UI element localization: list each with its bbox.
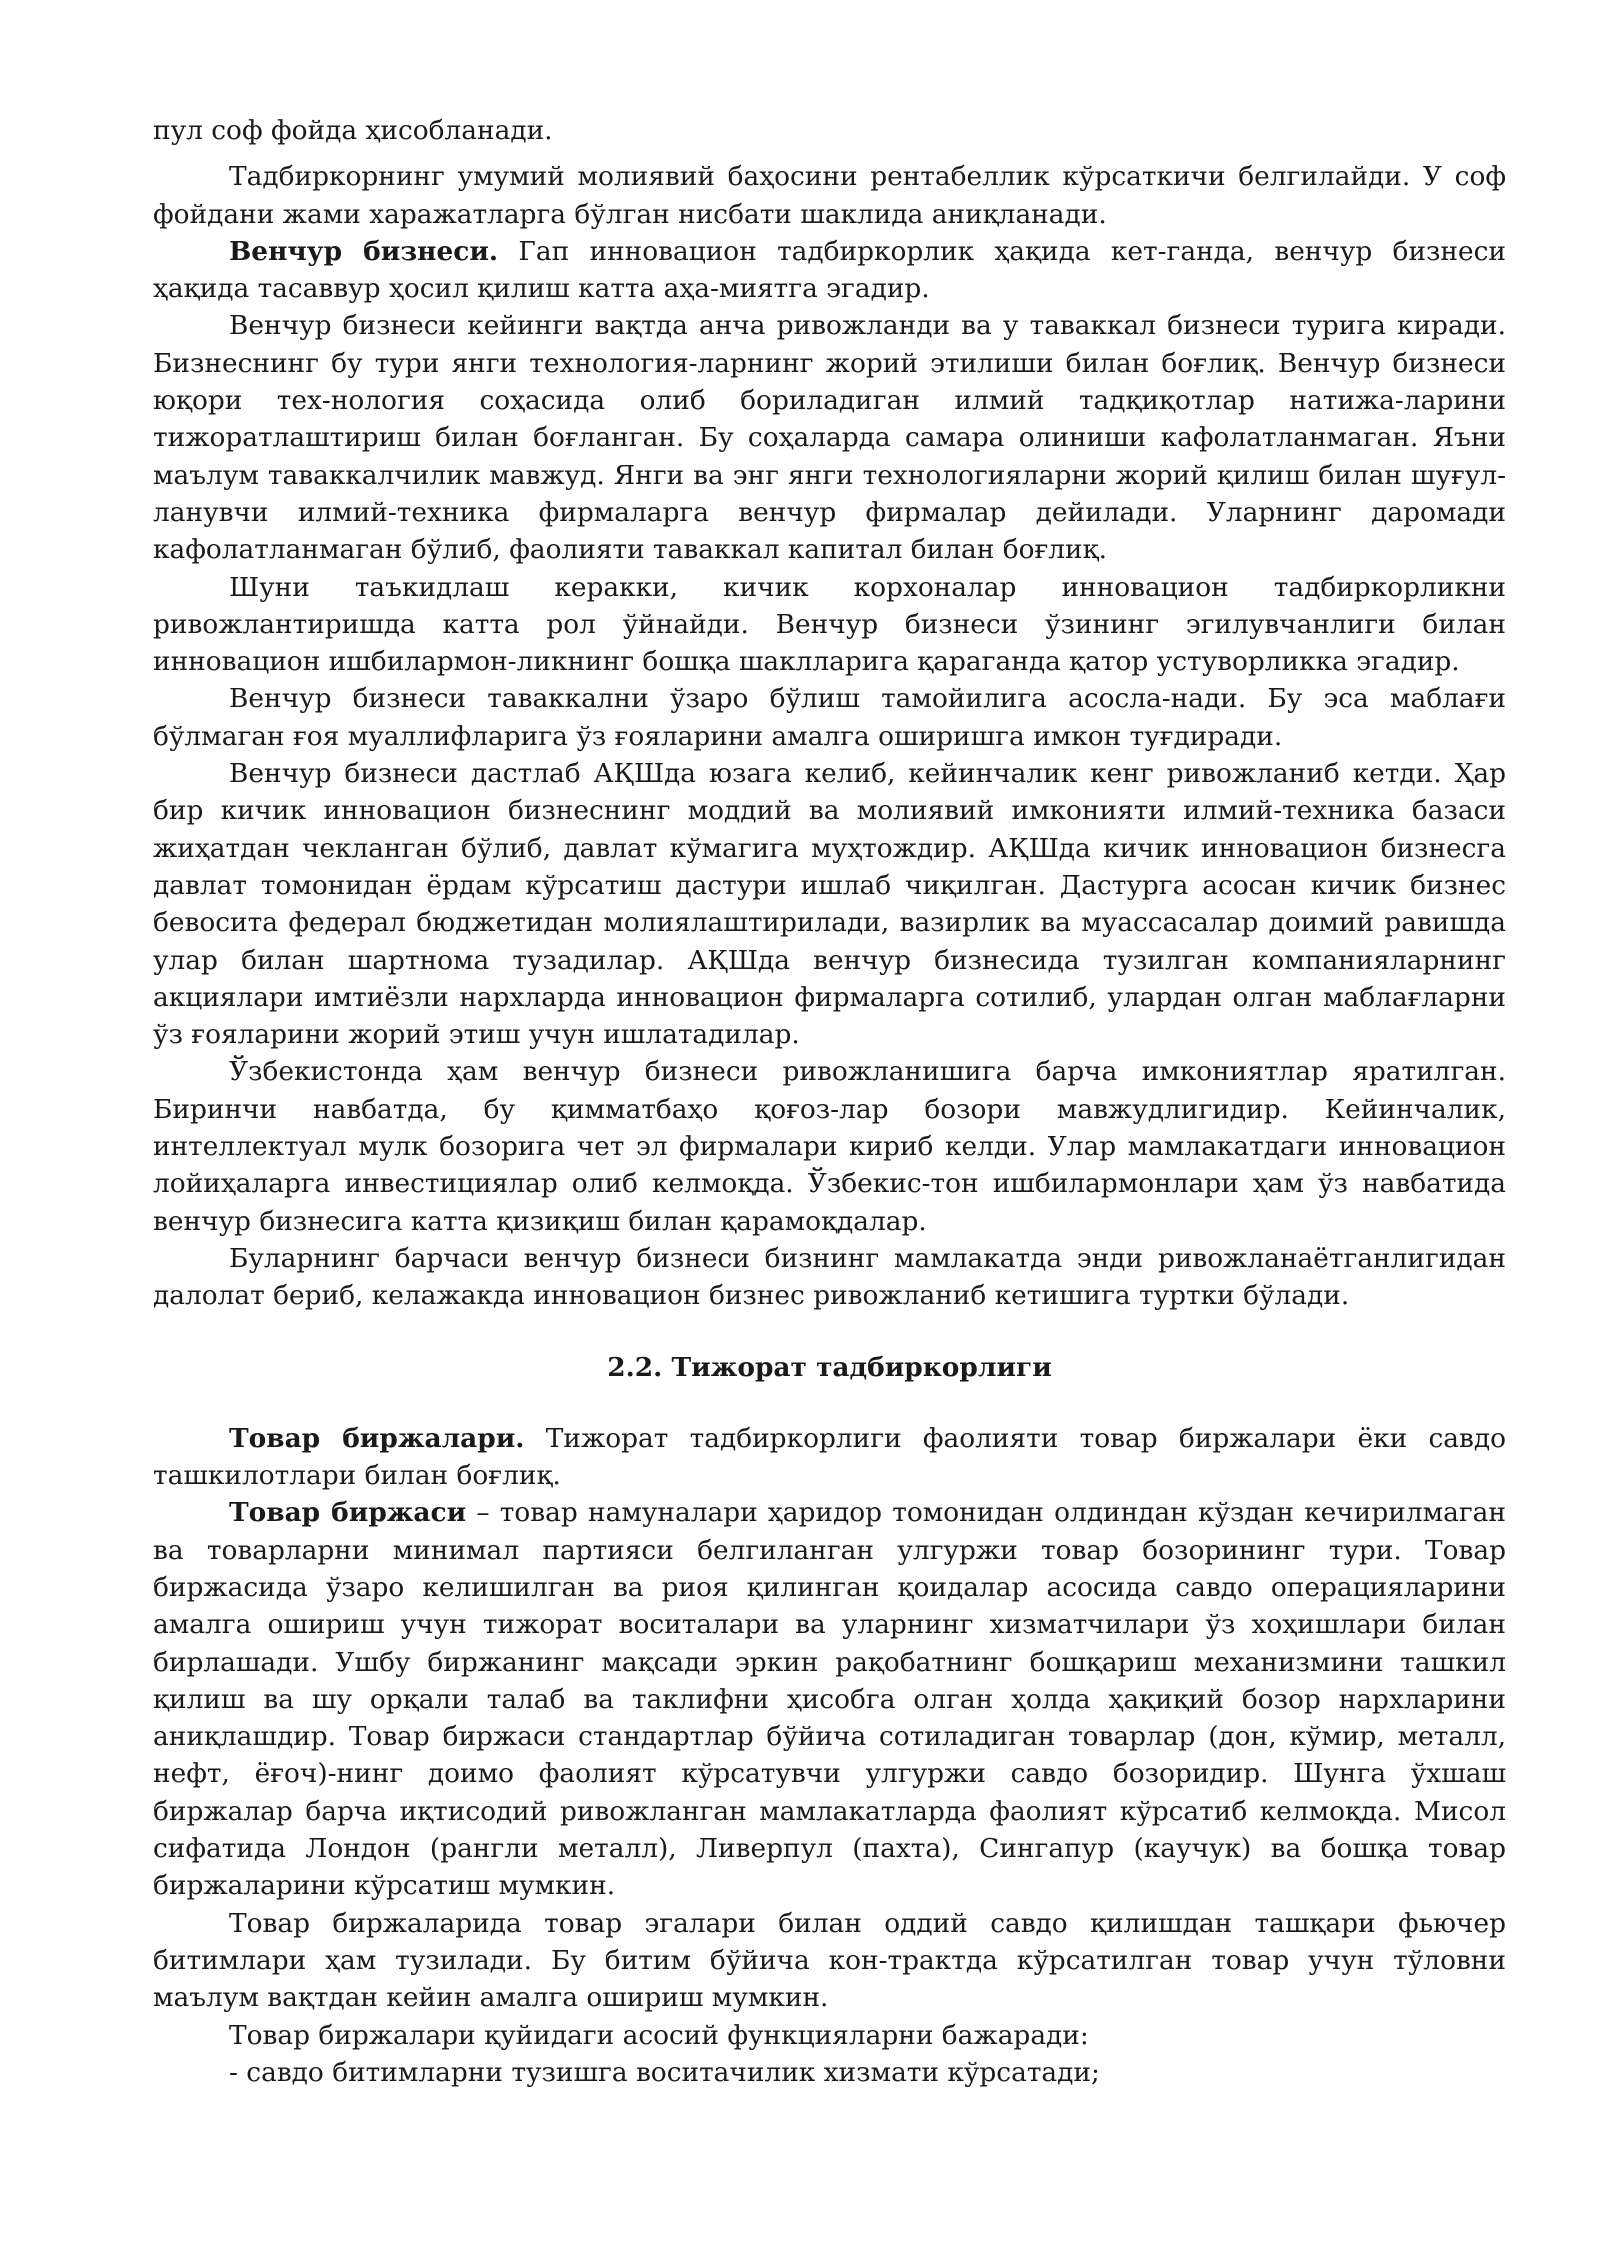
paragraph: Ўзбекистонда ҳам венчур бизнеси ривожланишига барча имкониятлар яратилган. Биринчи навбатда, бу қимматбаҳо қоғоз-лар бозори мавжудлигидир. Кейинчалик, интеллектуал мулк бозорига чет эл фирмалари кириб келди. Улар мамлакатдаги инновацион лойиҳаларга инвестициялар олиб келмоқда. Ўзбекис-тон ишбилармонлари ҳам ўз навбатида венчур бизнесига катта қизиқиш билан қарамоқдалар. — [153, 1056, 1506, 1237]
paragraph: Буларнинг барчаси венчур бизнеси бизнинг мамлакатда энди ривожланаётганлигидан далолат бериб, келажакда инновацион бизнес ривожланиб кетишига туртки бўлади. — [153, 1242, 1506, 1312]
paragraph: пул соф фойда ҳисобланади. — [153, 115, 553, 146]
paragraph-commodity-exchange: Товар биржаси – товар намуналари ҳаридор томонидан олдиндан кўздан кечирилмаган ва товарларни минимал партияси белгиланган улгуржи товар бозорининг тури. Товар биржасида ўзаро келишилган ва риоя қилинган қоидалар асосида савдо операцияларини амалга ошириш учун тижорат воситалари ва уларнинг хизматчилари ўз хоҳишлари билан бирлашади. Ушбу биржанинг мақсади эркин рақобатнинг бошқариш механизмини ташкил қилиш ва шу орқали талаб ва таклифни ҳисобга олган ҳолда ҳақиқий бозор нархларини аниқлашдир. Товар биржаси стандартлар бўйича сотиладиган товарлар (дон, кўмир, металл, нефт, ёғоч)-нинг доимо фаолият кўрсатувчи улгуржи савдо бозоридир. Шунга ўхшаш биржалар барча иқтисодий ривожланган мамлакатларда фаолият кўрсатиб келмоқда. Мисол сифатида Лондон (рангли металл), Ливерпул (пахта), Сингапур (каучук) ва бошқа товар биржаларини кўрсатиш мумкин. — [153, 1497, 1506, 1902]
term-venture-business: Венчур бизнеси. — [229, 235, 499, 267]
list-item: - савдо битимларни тузишга воситачилик хизмати кўрсатади; — [229, 2056, 1100, 2088]
paragraph-venture-business: Венчур бизнеси. Гап инновацион тадбиркорлик ҳақида кет-ганда, венчур бизнеси ҳақида тасаввур ҳосил қилиш катта аҳа-миятга эгадир. — [153, 235, 1507, 305]
term-commodity-exchanges: Товар биржалари. — [229, 1422, 525, 1454]
paragraph: Товар биржаларида товар эгалари билан оддий савдо қилишдан ташқари фьючер битимлари ҳам тузилади. Бу битим бўйича кон-трактда кўрсатилган товар учун тўловни маълум вақтдан кейин амалга ошириш мумкин. — [153, 1907, 1506, 2014]
paragraph: Шуни таъкидлаш керакки, кичик корхоналар инновацион тадбиркорликни ривожлантиришда катта рол ўйнайди. Венчур бизнеси ўзининг эгилувчанлиги билан инновацион ишбилармон-ликнинг бошқа шаклларига қараганда қатор устуворликка эгадир. — [153, 571, 1506, 678]
term-commodity-exchange: Товар биржаси — [229, 1497, 467, 1529]
section-heading: 2.2. Тижорат тадбиркорлиги — [607, 1351, 1052, 1383]
document-page — [153, 112, 1506, 2091]
paragraph: Венчур бизнеси кейинги вақтда анча ривожланди ва у таваккал бизнеси турига киради. Бизнеснинг бу тури янги технология-ларнинг жорий этилиши билан боғлиқ. Венчур бизнеси юқори тех-нология соҳасида олиб бориладиган илмий тадқиқотлар натижа-ларини тижоратлаштириш билан боғланган. Бу соҳаларда самара олиниши кафолатланмаган. Яъни маълум таваккалчилик мавжуд. Янги ва энг янги технологияларни жорий қилиш билан шуғул-ланувчи илмий-техника фирмаларга венчур фирмалар дейилади. Уларнинг даромади кафолатланмаган бўлиб, фаолияти таваккал капитал билан боғлиқ. — [153, 310, 1506, 566]
paragraph-commodity-exchanges: Товар биржалари. Тижорат тадбиркорлиги фаолияти товар биржалари ёки савдо ташкилотлари билан боғлиқ. — [153, 1422, 1506, 1492]
paragraph: Венчур бизнеси таваккални ўзаро бўлиш тамойилига асосла-нади. Бу эса маблағи бўлмаган ғоя муаллифларига ўз ғояларини амалга оширишга имкон туғдиради. — [153, 683, 1506, 752]
paragraph: Венчур бизнеси дастлаб АҚШда юзага келиб, кейинчалик кенг ривожланиб кетди. Ҳар бир кичик инновацион бизнеснинг моддий ва молиявий имконияти илмий-техника базаси жиҳатдан чекланган бўлиб, давлат кўмагига муҳтождир. АҚШда кичик инновацион бизнесга давлат томонидан ёрдам кўрсатиш дастури ишлаб чиқилган. Дастурга асосан кичик бизнес бевосита федерал бюджетидан молиялаштирилади, вазирлик ва муассасалар доимий равишда улар билан шартнома тузадилар. АҚШда венчур бизнесида тузилган компанияларнинг акциялари имтиёзли нархларда инновацион фирмаларга сотилиб, улардан олган маблағларни ўз ғояларини жорий этиш учун ишлатадилар. — [153, 758, 1506, 1051]
paragraph: Тадбиркорнинг умумий молиявий баҳосини рентабеллик кўрсаткичи белгилайди. У соф фойдани жами харажатларга бўлган нисбати шаклида аниқланади. — [153, 161, 1506, 230]
paragraph: Товар биржалари қуйидаги асосий функцияларни бажаради: — [229, 2019, 1089, 2051]
